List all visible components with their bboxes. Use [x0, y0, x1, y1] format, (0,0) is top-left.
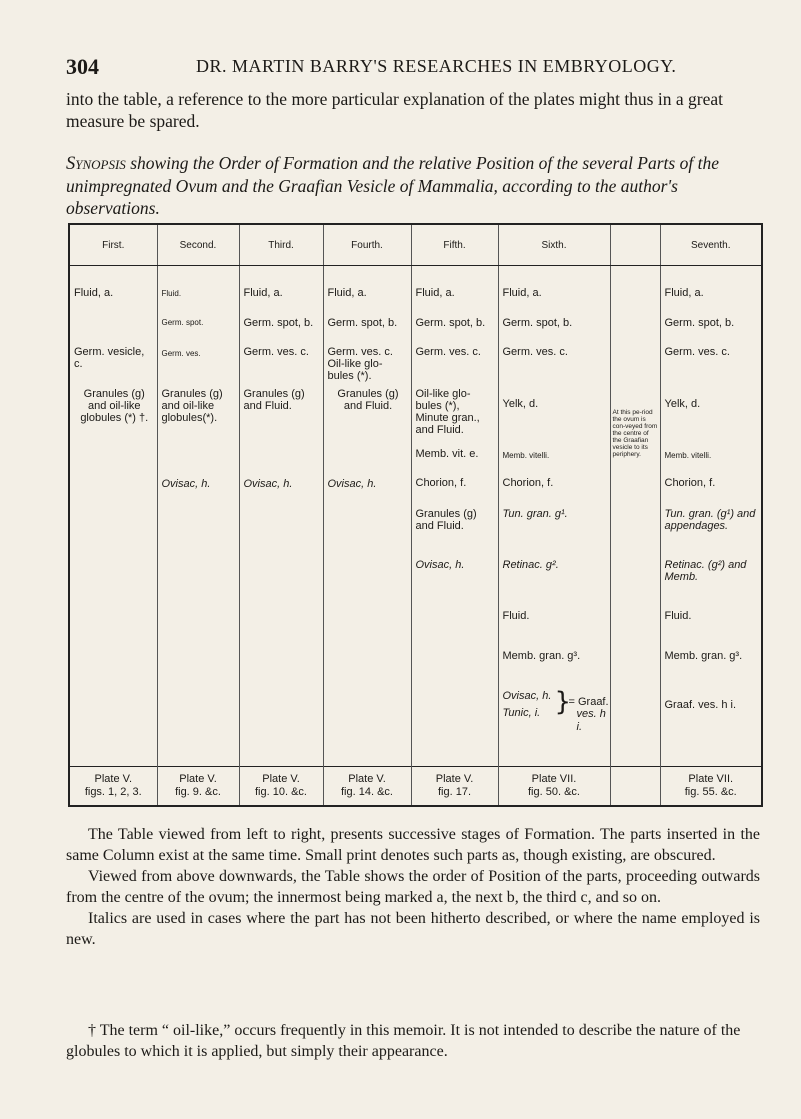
- graafian-vesicle-group: [502, 687, 610, 733]
- column-third: [239, 266, 323, 767]
- table-cell: Germ. ves. c.: [664, 346, 730, 358]
- table-cell: Fluid, a.: [243, 287, 283, 299]
- table-cell: Fluid, a.: [327, 287, 367, 299]
- table-cell: Tun. gran. g¹.: [502, 508, 568, 520]
- table-cell: Fluid, a.: [74, 287, 114, 299]
- column-fifth: [411, 266, 498, 767]
- plate-reference: Plate V. figs. 1, 2, 3.: [69, 767, 157, 807]
- table-cell: Germ. spot, b.: [664, 317, 735, 329]
- column-header: [610, 224, 660, 266]
- column-fourth: [323, 266, 411, 767]
- table-cell: Fluid.: [502, 610, 530, 622]
- table-cell: Tunic, i.: [502, 707, 541, 719]
- table-cell: Granules (g) and Fluid.: [337, 388, 399, 412]
- column-header: Seventh.: [660, 224, 762, 266]
- table-cell: Granules (g) and Fluid.: [415, 508, 477, 532]
- column-seventh: [660, 266, 762, 767]
- table-notes: [66, 824, 760, 950]
- table-cell: Germ. vesicle, c.: [74, 346, 145, 370]
- table-cell: Germ. spot, b.: [243, 317, 314, 329]
- plate-reference: Plate V. fig. 10. &c.: [239, 767, 323, 807]
- table-cell: Granules (g) and Fluid.: [243, 388, 305, 412]
- plate-reference: Plate VII. fig. 55. &c.: [660, 767, 762, 807]
- intro-text: into the table, a reference to the more particular explanation of the plates might thus in a great measure be spared.: [66, 89, 723, 131]
- note-paragraph: Italics are used in cases where the part has not been hitherto described, or where the name employed is new.: [66, 910, 760, 948]
- table-cell: Granules (g) and oil-like globules(*).: [161, 388, 223, 424]
- table-cell: Germ. spot, b.: [415, 317, 486, 329]
- table-cell: Ovisac, h.: [327, 478, 377, 490]
- plate-reference: Plate V. fig. 9. &c.: [157, 767, 239, 807]
- column-header: Sixth.: [498, 224, 610, 266]
- column-header: Second.: [157, 224, 239, 266]
- table-cell: Fluid, a.: [664, 287, 704, 299]
- table-body-row: [69, 266, 762, 767]
- plate-reference: [610, 767, 660, 807]
- table-cell: Memb. vit. e.: [415, 448, 479, 460]
- table-cell: Germ. spot, b.: [327, 317, 398, 329]
- table-cell: Tun. gran. (g¹) and appendages.: [664, 508, 756, 532]
- table-cell: Chorion, f.: [415, 477, 467, 489]
- table-cell: Ovisac, h.: [502, 690, 552, 702]
- column-header: Third.: [239, 224, 323, 266]
- synopsis-rest: showing the Order of Formation and the relative Position of the several Parts of the unimpregnated Ovum and the Graafian Vesicle of Mammalia, according to the author's observations.: [66, 153, 719, 218]
- synopsis-title: [66, 152, 756, 219]
- table-cell: Memb. gran. g³.: [502, 650, 581, 662]
- table-footer-row: [69, 767, 762, 807]
- table-header-row: [69, 224, 762, 266]
- table-cell: Chorion, f.: [664, 477, 716, 489]
- table-cell: Chorion, f.: [502, 477, 554, 489]
- table-cell: Retinac. g².: [502, 559, 559, 571]
- plate-reference: Plate VII. fig. 50. &c.: [498, 767, 610, 807]
- table-cell: Germ. spot.: [161, 318, 204, 327]
- synopsis-lead: Synopsis: [66, 154, 126, 174]
- table-cell: Yelk, d.: [664, 398, 701, 410]
- synopsis-table: [68, 223, 763, 807]
- page-header: [66, 54, 746, 80]
- note-paragraph: Viewed from above downwards, the Table shows the order of Position of the parts, proceeding outwards from the centre of the ovum; the innermost being marked a, the next b, the third c, and so on.: [66, 868, 760, 906]
- table-cell: Fluid.: [664, 610, 692, 622]
- column-header: Fourth.: [323, 224, 411, 266]
- table-cell: Fluid, a.: [502, 287, 542, 299]
- column-second: [157, 266, 239, 767]
- column-sixth: [498, 266, 610, 767]
- column-first: [69, 266, 157, 767]
- table-cell: Germ. ves.: [161, 349, 201, 358]
- table-cell: Fluid.: [161, 289, 182, 298]
- table-cell: Germ. spot, b.: [502, 317, 573, 329]
- table-cell: Germ. ves. c. Oil-like glo-bules (*).: [327, 346, 393, 382]
- table-cell: Germ. ves. c.: [243, 346, 309, 358]
- table-cell: Ovisac, h.: [243, 478, 293, 490]
- brace-icon: }: [554, 687, 572, 717]
- table-cell: Memb. vitelli.: [502, 451, 550, 460]
- table-cell: Memb. gran. g³.: [664, 650, 743, 662]
- page-number: 304: [66, 54, 99, 79]
- table-cell: Yelk, d.: [502, 398, 539, 410]
- table-cell: Germ. ves. c.: [415, 346, 481, 358]
- table-cell: Germ. ves. c.: [502, 346, 568, 358]
- note-paragraph: The Table viewed from left to right, presents successive stages of Formation. The parts inserted in the same Column exist at the same time. Small print denotes such parts as, though existing, are obscured.: [66, 826, 760, 864]
- table-cell: ves. h i.: [576, 708, 606, 733]
- table-cell: Retinac. (g²) and Memb.: [664, 559, 747, 583]
- table-cell: Granules (g) and oil-like globules (*) †.: [80, 388, 149, 424]
- plate-reference: Plate V. fig. 14. &c.: [323, 767, 411, 807]
- column-header: Fifth.: [411, 224, 498, 266]
- column-note: [610, 266, 660, 767]
- table-cell: = Graaf.: [568, 696, 609, 708]
- column-header: First.: [69, 224, 157, 266]
- plate-reference: Plate V. fig. 17.: [411, 767, 498, 807]
- table-cell: Memb. vitelli.: [664, 451, 712, 460]
- table-cell: Graaf. ves. h i.: [664, 699, 737, 711]
- table-cell: Oil-like glo-bules (*), Minute gran., and Fluid.: [415, 388, 480, 436]
- table-cell: Fluid, a.: [415, 287, 455, 299]
- table-cell: Ovisac, h.: [415, 559, 465, 571]
- table-cell: At this pe-riod the ovum is con-veyed from the centre of the Graafian vesicle to its periphery.: [612, 409, 658, 458]
- table-cell: Ovisac, h.: [161, 478, 211, 490]
- running-head: DR. MARTIN BARRY'S RESEARCHES IN EMBRYOLOGY.: [196, 56, 677, 76]
- footnote: † The term “ oil-like,” occurs frequently in this memoir. It is not intended to describe the nature of the globules to which it is applied, but simply their appearance.: [66, 1022, 741, 1060]
